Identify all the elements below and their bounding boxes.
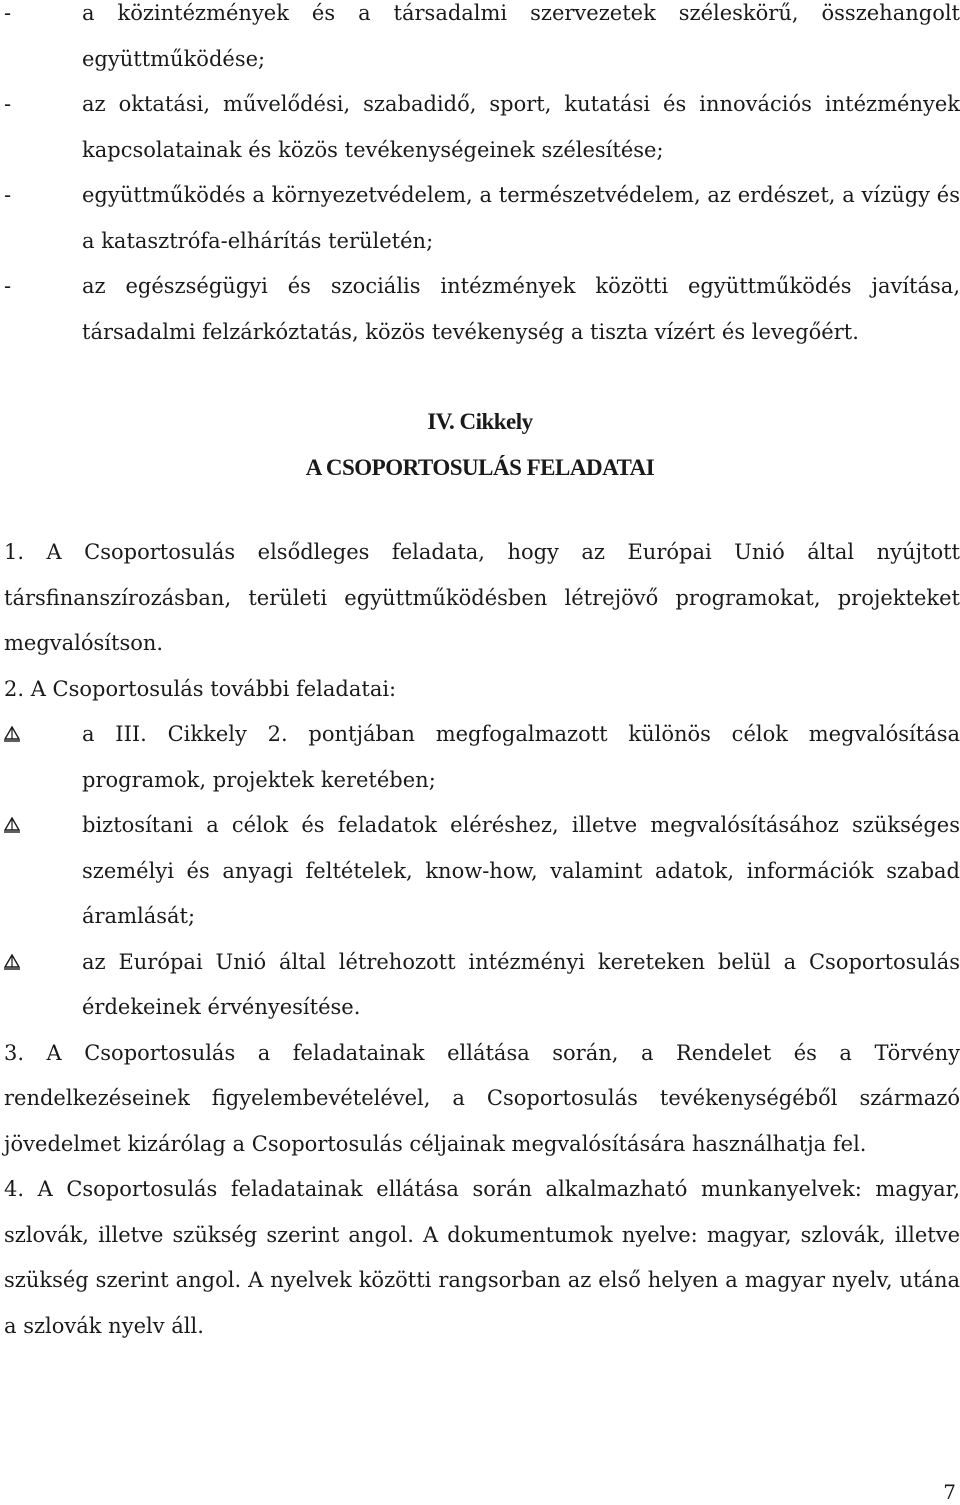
dash-marker: - <box>4 92 12 116</box>
article-number: IV. Cikkely <box>427 409 533 434</box>
paragraph-1: 1. A Csoportosulás elsődleges feladata, hogy az Európai Unió által nyújtott társfinanszírozásban, területi együttműködésben létrejövő programokat, projekteket megvalósítson. <box>4 540 960 655</box>
paragraph-4: 4. A Csoportosulás feladatainak ellátása során alkalmazható munkanyelvek: magyar, szlovák, illetve szükség szerint angol. A dokumentumok nyelve: magyar, szlovák, illetve szükség szerint angol. A nyelvek közötti rangsorban az első helyen a magyar nyelv, utána a szlovák nyelv áll. <box>4 1177 960 1338</box>
dash-marker: - <box>4 274 12 298</box>
objectives-list <box>0 0 960 355</box>
dash-marker: - <box>4 183 12 207</box>
list-item-text: a közintézmények és a társadalmi szervezetek széleskörű, összehangolt együttműködése; <box>82 1 960 71</box>
tasks-list <box>0 712 960 1031</box>
list-item <box>0 173 960 264</box>
paragraph-3: 3. A Csoportosulás a feladatainak ellátása során, a Rendelet és a Törvény rendelkezéseinek figyelembevételével, a Csoportosulás tevékenységéből származó jövedelmet kizárólag a Csoportosulás céljainak megvalósítására használhatja fel. <box>4 1040 960 1156</box>
list-item <box>0 0 960 82</box>
list-item-text: az oktatási, művelődési, szabadidő, sport, kutatási és innovációs intézmények kapcsolatainak és közös tevékenységeinek szélesítése; <box>82 92 960 162</box>
list-item <box>0 82 960 173</box>
list-item <box>0 712 960 803</box>
triangle-bullet-icon <box>2 803 24 848</box>
triangle-bullet-icon <box>2 712 24 757</box>
article-title: A CSOPORTOSULÁS FELADATAI <box>305 454 655 480</box>
triangle-bullet-icon <box>2 940 24 985</box>
list-item-text: biztosítani a célok és feladatok eléréshez, illetve megvalósításához szükséges személyi és anyagi feltételek, know-how, valamint adatok, információk szabad áramlását; <box>82 813 960 928</box>
list-item-text: az Európai Unió által létrehozott intézményi kereteken belül a Csoportosulás érdekeinek érvényesítése. <box>82 949 960 1019</box>
paragraph-2: 2. A Csoportosulás további feladatai: <box>4 676 397 701</box>
list-item-text: a III. Cikkely 2. pontjában megfogalmazott különös célok megvalósítása programok, projektek keretében; <box>82 722 960 792</box>
list-item <box>0 940 960 1031</box>
list-item <box>0 803 960 940</box>
list-item-text: az egészségügyi és szociális intézmények közötti együttműködés javítása, társadalmi felzárkóztatás, közös tevékenység a tiszta vízért és levegőért. <box>82 274 960 344</box>
page-number: 7 <box>943 1480 956 1504</box>
dash-marker: - <box>4 1 12 25</box>
list-item <box>0 264 960 355</box>
list-item-text: együttműködés a környezetvédelem, a természetvédelem, az erdészet, a vízügy és a katasztrófa-elhárítás területén; <box>82 183 960 253</box>
